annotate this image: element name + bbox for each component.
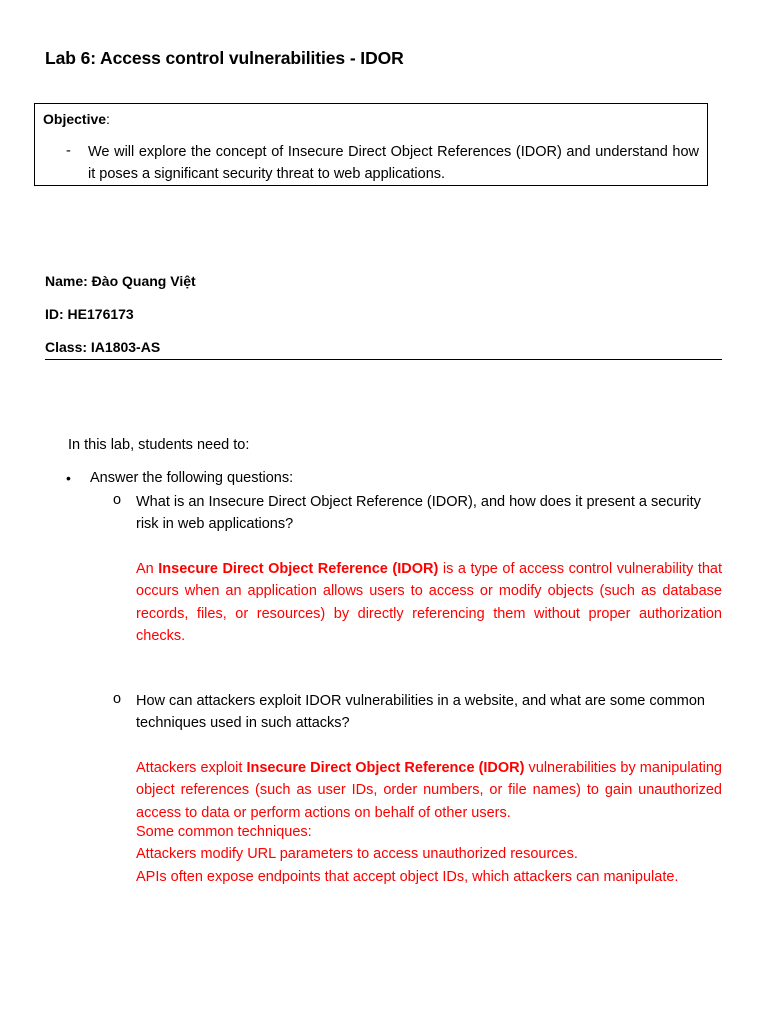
objective-label bbox=[43, 111, 110, 127]
bullet-marker: • bbox=[66, 470, 71, 486]
objective-label-text: Objective bbox=[43, 111, 107, 127]
techniques-heading: Some common techniques: bbox=[136, 824, 312, 840]
header-divider bbox=[45, 359, 722, 360]
question-2: How can attackers exploit IDOR vulnerabilities in a website, and what are some common techniques used in such attacks? bbox=[136, 693, 705, 731]
answer-2 bbox=[136, 757, 722, 824]
answer-1-rest: is a type of access control vulnerability that occurs when an application allows users to access or modify objects (such as database records, files, or resources) by directly referencing them without proper authorization checks. bbox=[136, 561, 723, 644]
objective-dash: - bbox=[66, 143, 71, 159]
technique-2: APIs often expose endpoints that accept object IDs, which attackers can manipulate. bbox=[136, 869, 679, 885]
objective-box bbox=[34, 103, 708, 186]
task-label: Answer the following questions: bbox=[90, 470, 294, 486]
objective-text: We will explore the concept of Insecure Direct Object References (IDOR) and understand how it poses a significant security threat to web applications. bbox=[88, 144, 699, 182]
intro-text: In this lab, students need to: bbox=[68, 437, 250, 453]
question-1: What is an Insecure Direct Object Reference (IDOR), and how does it present a security risk in web applications? bbox=[136, 494, 701, 532]
answer-1-term: Insecure Direct Object Reference (IDOR) bbox=[158, 561, 439, 577]
answer-2-rest: vulnerabilities by manipulating object references (such as user IDs, order numbers, or file names) to gain unauthorized access to data or perform actions on behalf of other users. bbox=[136, 760, 722, 821]
document-title: Lab 6: Access control vulnerabilities - IDOR bbox=[45, 48, 404, 68]
student-class: Class: IA1803-AS bbox=[45, 339, 161, 355]
answer-2-term: Insecure Direct Object Reference (IDOR) bbox=[246, 760, 525, 776]
answer-2-prefix: Attackers exploit bbox=[136, 760, 247, 776]
student-id: ID: HE176173 bbox=[45, 306, 134, 322]
student-name: Name: Đào Quang Việt bbox=[45, 273, 196, 289]
question-2-marker: o bbox=[113, 691, 122, 707]
answer-1-prefix: An bbox=[136, 561, 159, 577]
question-1-marker: o bbox=[113, 492, 122, 508]
objective-label-colon: : bbox=[106, 111, 110, 127]
answer-1 bbox=[136, 558, 722, 647]
technique-1: Attackers modify URL parameters to access unauthorized resources. bbox=[136, 846, 578, 862]
